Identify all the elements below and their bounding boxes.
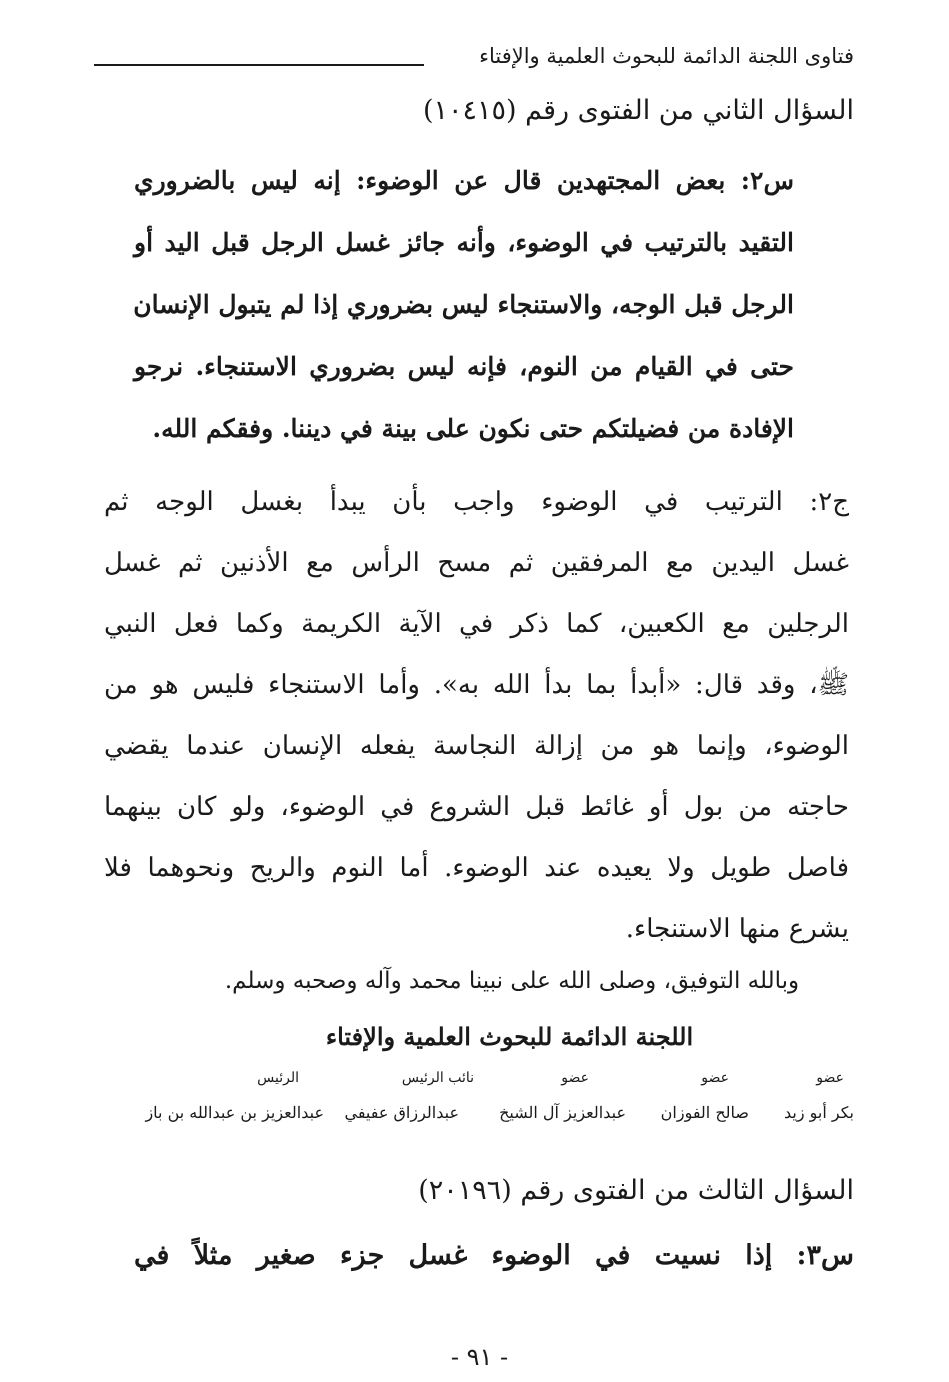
- member-name: عبدالعزيز آل الشيخ: [499, 1103, 626, 1122]
- question2-line: س٢: بعض المجتهدين قال عن الوضوء: إنه ليس بالضروري: [134, 166, 794, 195]
- member-name: عبدالرزاق عفيفي: [344, 1103, 459, 1122]
- member-role: عضو: [816, 1070, 844, 1086]
- question2-line: الإفادة من فضيلتكم حتى نكون على بينة في ديننا. وفقكم الله.: [152, 414, 794, 443]
- member-role: عضو: [701, 1070, 729, 1086]
- question2-line: الرجل قبل الوجه، والاستنجاء ليس بضروري إذا لم يتبول الإنسان: [133, 290, 794, 319]
- answer2-line: يشرع منها الاستنجاء.: [625, 914, 849, 944]
- answer2-line: الوضوء، وإنما هو من إزالة النجاسة يفعله الإنسان عندما يقضي: [104, 731, 849, 761]
- answer2-line: فاصل طويل ولا يعيده عند الوضوء. أما النوم والريح ونحوهما فلا: [104, 853, 849, 883]
- signatory-names: [145, 1103, 854, 1131]
- member-name: صالح الفوزان: [660, 1103, 749, 1122]
- answer2-line: ج٢: الترتيب في الوضوء واجب بأن يبدأ بغسل الوجه ثم: [104, 487, 849, 517]
- member-role: نائب الرئيس: [401, 1070, 474, 1086]
- question2-line: حتى في القيام من النوم، فإنه ليس بضروري الاستنجاء. نرجو: [134, 352, 794, 381]
- answer2-line: غسل اليدين مع المرفقين ثم مسح الرأس مع الأذنين ثم غسل: [104, 548, 849, 578]
- running-header: [94, 40, 854, 80]
- answer2-line: ﷺ، وقد قال: «أبدأ بما بدأ الله به». وأما الاستنجاء فليس هو من: [104, 670, 849, 700]
- answer2-text: [104, 472, 849, 960]
- question3-text: س٣: إذا نسيت في الوضوء غسل جزء صغير مثلاً في: [134, 1240, 854, 1271]
- question2-line: التقيد بالترتيب في الوضوء، وأنه جائز غسل الرجل قبل اليد أو: [134, 228, 794, 257]
- question3-heading: السؤال الثالث من الفتوى رقم (٢٠١٩٦): [418, 1175, 854, 1206]
- answer2-line: حاجته من بول أو غائط قبل الشروع في الوضوء، ولو كان بينهما: [104, 792, 849, 822]
- closing-line: وبالله التوفيق، وصلى الله على نبينا محمد وآله وصحبه وسلم.: [224, 968, 800, 994]
- header-rule: [94, 64, 424, 66]
- member-name: عبدالعزيز بن عبدالله بن باز: [145, 1103, 324, 1122]
- question2-heading: السؤال الثاني من الفتوى رقم (١٠٤١٥): [422, 95, 854, 126]
- member-name: بكر أبو زيد: [783, 1103, 854, 1122]
- answer2-line: الرجلين مع الكعبين، كما ذكر في الآية الكريمة وكما فعل النبي: [104, 609, 849, 639]
- page-number: - ٩١ -: [450, 1343, 509, 1371]
- member-role: عضو: [561, 1070, 589, 1086]
- question2-text: [134, 150, 794, 460]
- committee-name: اللجنة الدائمة للبحوث العلمية والإفتاء: [325, 1022, 694, 1051]
- header-title: فتاوى اللجنة الدائمة للبحوث العلمية والإفتاء: [479, 44, 854, 68]
- signatory-roles: [154, 1070, 854, 1098]
- member-role: الرئيس: [257, 1070, 299, 1086]
